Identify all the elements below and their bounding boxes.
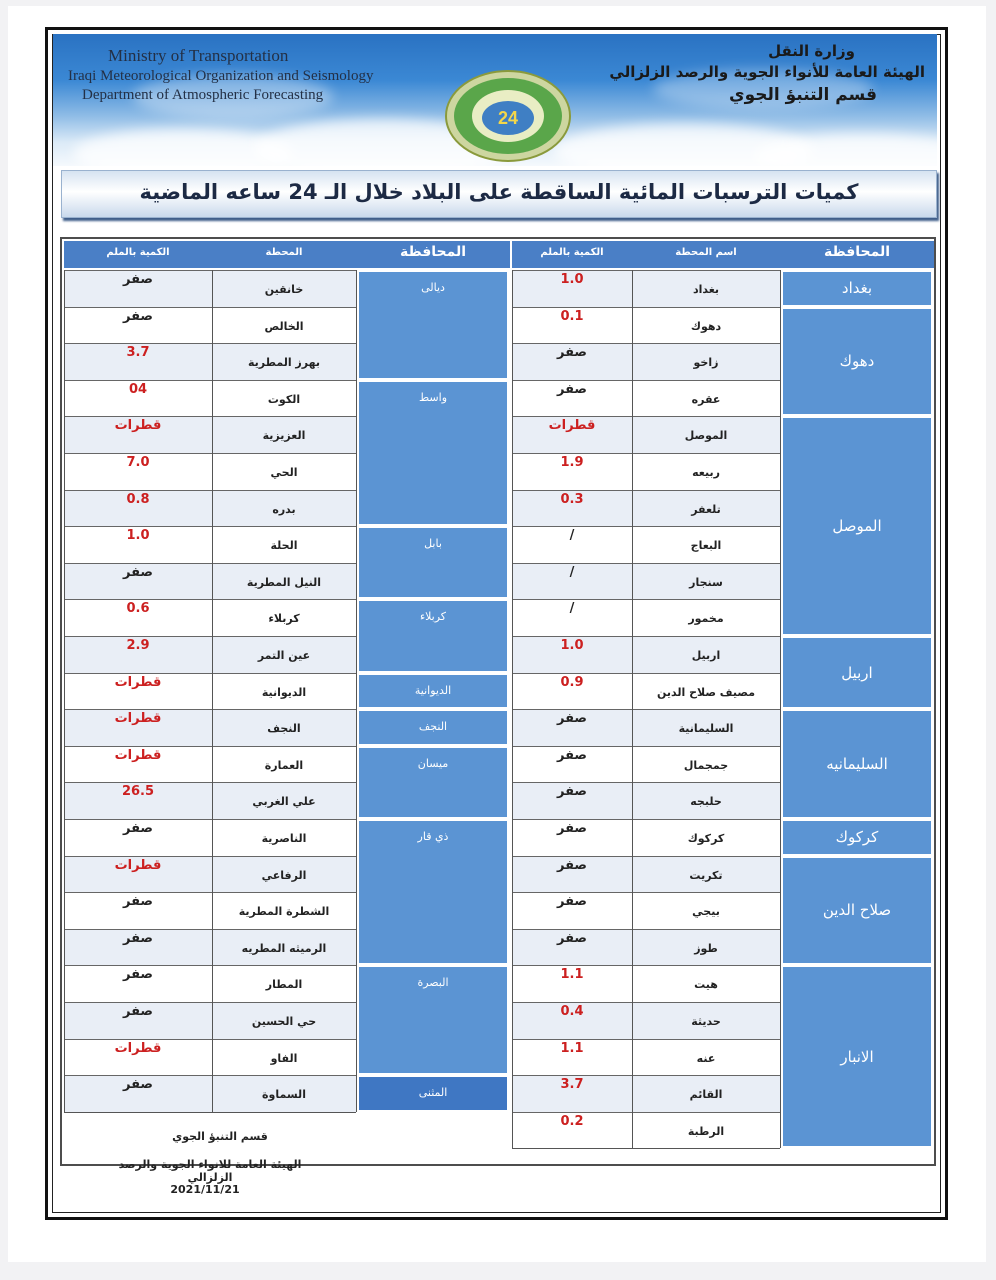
left-governorate-cell: ذي قار [359,821,507,963]
left-station-header: المحطة [212,241,356,268]
left-amount-value: 26.5 [121,784,155,800]
right-amount-value: / [569,528,575,544]
left-governorate-cell: واسط [359,382,507,524]
right-station-name: اربيل [691,649,721,662]
left-station-name: العزيزية [262,429,306,443]
left-amount-value: 7.0 [126,455,150,470]
left-column-divider [356,270,357,1112]
left-governorate-cell: ميسان [359,748,507,817]
document-title-bar [61,170,937,218]
right-column-divider [780,270,781,1148]
right-station-name: كركوك [687,832,725,845]
left-amount-value: صفر [122,967,153,983]
right-station-name: عقره [691,392,721,406]
logo-number: 24 [497,108,519,128]
right-amount-value: / [569,601,575,617]
ministry-name-en: Ministry of Transportation [108,46,289,65]
right-column-divider [632,270,633,1148]
department-name-ar: قسم التنبؤ الجوي [729,85,877,105]
footer-date: 2021/11/21 [170,1183,240,1196]
right-amount-value: 1.0 [560,272,584,287]
left-governorate-cell: النجف [359,711,507,744]
left-amount-value: صفر [122,308,153,324]
left-bottom-line [64,1112,356,1113]
left-amount-value: 2.9 [126,638,150,653]
left-station-name: الفاو [270,1051,298,1065]
right-station-name: الموصل [684,429,728,443]
right-amount-value: صفر [556,747,587,763]
organization-logo [442,68,574,164]
right-amount-value: صفر [556,345,587,361]
left-governorate-header: المحافظة [356,241,510,268]
left-station-name: بهرز المطرية [247,356,321,370]
left-amount-value: قطرات [114,747,162,763]
right-station-name: ربيعه [692,466,720,479]
left-station-name: الرفاعي [261,868,307,882]
right-amount-value: 1.1 [560,1040,584,1056]
left-column-divider [64,270,65,1112]
right-column-divider [512,270,513,1148]
right-amount-value: 0.4 [560,1004,584,1019]
left-amount-value: 1.0 [126,528,150,544]
right-amount-value: صفر [556,857,587,873]
arabic-header [609,42,925,105]
right-station-name: مخمور [688,612,724,626]
right-station-name: تكريت [689,868,723,882]
footer-organization: الهيئة العامة للانواء الجوية والرصد الزلزالي [118,1158,302,1184]
right-governorate-header: المحافظة [780,241,934,268]
header-banner [53,34,937,166]
left-station-name: حي الحسين [251,1015,317,1028]
left-amount-value: قطرات [114,711,162,727]
right-amount-value: / [569,564,575,580]
left-station-name: الحلة [270,539,298,553]
left-amount-value: صفر [122,821,153,836]
left-station-name: الناصرية [261,832,307,845]
right-governorate-cell: الموصل [783,418,931,634]
footer-department: قسم التنبؤ الجوي [172,1130,268,1143]
right-amount-value: قطرات [548,418,596,434]
left-amount-value: 0.8 [126,491,150,507]
left-station-name: الرميثه المطريه [241,941,327,955]
left-amount-value: صفر [122,894,153,910]
right-amount-value: صفر [556,821,587,836]
right-governorate-cell: دهوك [783,309,931,415]
left-governorate-cell: ديالى [359,272,507,378]
right-amount-header: الكمية بالملم [512,241,632,268]
right-station-name: دهوك [690,319,722,333]
ministry-name-ar: وزارة النقل [768,42,855,60]
left-station-name: عين التمر [257,649,311,662]
right-station-name: طوز [694,941,718,955]
left-amount-value: قطرات [114,418,162,434]
left-amount-value: قطرات [114,1040,162,1056]
right-amount-value: 1.9 [560,455,584,470]
right-amount-value: صفر [556,894,587,910]
right-amount-value: 0.2 [560,1113,584,1129]
left-amount-header: الكمية بالملم [64,241,212,268]
right-station-name: عنه [696,1051,716,1065]
left-station-name: خانقين [264,283,304,296]
right-amount-value: 3.7 [560,1077,584,1093]
left-station-name: كربلاء [268,612,300,626]
left-station-name: السماوة [262,1088,306,1102]
department-name-en: Department of Atmospheric Forecasting [82,87,324,103]
right-station-name: السليمانية [678,722,734,736]
organization-name-ar: الهيئة العامة للأنواء الجوية والرصد الزلزالي [609,63,925,81]
left-station-name: العمارة [264,758,304,772]
left-governorate-cell: المثنى [359,1077,507,1110]
left-governorate-cell: الديوانية [359,675,507,708]
document-title: كميات الترسبات المائية الساقطة على البلاد خلال الـ 24 ساعه الماضية [139,180,859,204]
right-governorate-cell: السليمانيه [783,711,931,817]
left-station-name: الخالص [264,319,304,333]
right-station-name: جمجمال [683,758,729,772]
right-governorate-cell: الانبار [783,967,931,1146]
right-governorate-cell: كركوك [783,821,931,854]
right-amount-value: صفر [556,381,587,397]
right-amount-value: 1.0 [560,638,584,653]
left-station-name: الشطرة المطرية [238,905,330,919]
left-amount-value: 04 [128,381,148,397]
left-amount-value: صفر [122,930,153,946]
precipitation-table [60,237,936,1166]
left-station-name: المطار [265,978,303,992]
left-governorate-cell: بابل [359,528,507,597]
right-station-name: الرطبة [687,1124,725,1138]
right-station-name: القائم [689,1088,723,1102]
left-amount-value: صفر [122,1077,153,1093]
right-station-name: البعاج [690,539,722,553]
left-amount-value: صفر [122,1004,153,1019]
right-governorate-cell: بغداد [783,272,931,305]
right-governorate-cell: صلاح الدين [783,858,931,964]
right-station-name: بغداد [692,283,720,296]
left-amount-value: قطرات [114,857,162,873]
right-governorate-cell: اربيل [783,638,931,707]
right-station-header: اسم المحطة [632,241,780,268]
right-station-name: حديثة [691,1015,721,1028]
right-amount-value: 0.3 [560,491,584,507]
left-station-name: النجف [267,722,301,736]
left-station-name: الحي [270,466,298,479]
left-governorate-cell: البصرة [359,967,507,1073]
left-amount-value: قطرات [114,674,162,690]
left-column-divider [212,270,213,1112]
left-amount-value: 3.7 [126,345,150,361]
left-amount-value: صفر [122,272,153,287]
right-amount-value: 0.1 [560,308,584,324]
right-amount-value: صفر [556,930,587,946]
right-amount-value: صفر [556,711,587,727]
organization-name-en: Iraqi Meteorological Organization and Seismology [68,68,374,84]
left-governorate-cell: كربلاء [359,601,507,670]
left-station-name: النيل المطرية [246,575,322,589]
right-amount-value: 0.9 [560,674,584,690]
left-amount-value: صفر [122,564,153,580]
right-station-name: سنجار [689,575,723,589]
right-station-name: بيجي [692,905,720,919]
left-station-name: الكوت [267,392,301,406]
right-station-name: مصيف صلاح الدين [656,685,756,699]
right-station-name: هيت [694,978,718,992]
left-station-name: علي الغربي [252,795,316,809]
right-amount-value: 1.1 [560,967,584,983]
left-amount-value: 0.6 [126,601,150,617]
right-amount-value: صفر [556,784,587,800]
right-station-name: تلعفر [691,502,721,516]
left-station-name: بدره [272,502,296,516]
right-station-name: حلبجه [690,795,722,809]
english-header [68,46,373,104]
right-station-name: زاخو [693,356,719,370]
left-station-name: الديوانية [261,685,307,699]
right-bottom-line [512,1148,780,1149]
